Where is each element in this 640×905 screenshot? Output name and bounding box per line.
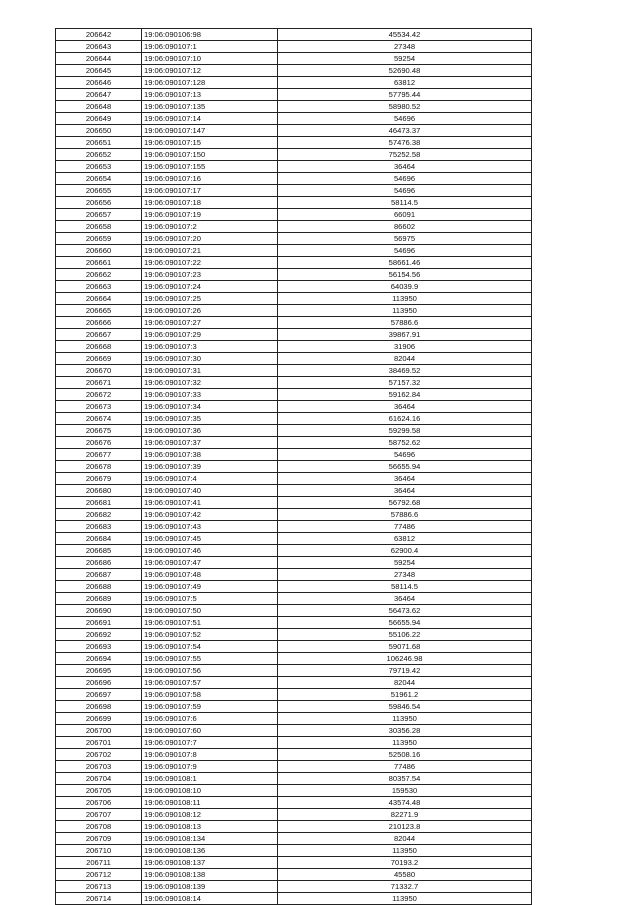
table-row [56, 893, 532, 905]
cadastral-number-cell: 19:06:090107:37 [142, 437, 278, 449]
value-cell: 54696 [278, 185, 532, 197]
row-number-cell: 206695 [56, 665, 142, 677]
value-cell: 58752.62 [278, 437, 532, 449]
cadastral-number-cell: 19:06:090107:29 [142, 329, 278, 341]
table-row [56, 89, 532, 101]
cadastral-number-cell: 19:06:090107:59 [142, 701, 278, 713]
table-row [56, 797, 532, 809]
row-number-cell: 206653 [56, 161, 142, 173]
row-number-cell: 206671 [56, 377, 142, 389]
row-number-cell: 206667 [56, 329, 142, 341]
cadastral-number-cell: 19:06:090107:135 [142, 101, 278, 113]
row-number-cell: 206707 [56, 809, 142, 821]
cadastral-number-cell: 19:06:090107:147 [142, 125, 278, 137]
cadastral-number-cell: 19:06:090107:16 [142, 173, 278, 185]
cadastral-number-cell: 19:06:090107:49 [142, 581, 278, 593]
cadastral-number-cell: 19:06:090107:10 [142, 53, 278, 65]
cadastral-number-cell: 19:06:090107:26 [142, 305, 278, 317]
value-cell: 59846.54 [278, 701, 532, 713]
value-cell: 106246.98 [278, 653, 532, 665]
row-number-cell: 206657 [56, 209, 142, 221]
value-cell: 59162.84 [278, 389, 532, 401]
table-row [56, 473, 532, 485]
cadastral-number-cell: 19:06:090107:6 [142, 713, 278, 725]
value-cell: 31906 [278, 341, 532, 353]
value-cell: 80357.54 [278, 773, 532, 785]
cadastral-number-cell: 19:06:090107:8 [142, 749, 278, 761]
value-cell: 82044 [278, 833, 532, 845]
value-cell: 57476.38 [278, 137, 532, 149]
value-cell: 58980.52 [278, 101, 532, 113]
row-number-cell: 206712 [56, 869, 142, 881]
row-number-cell: 206647 [56, 89, 142, 101]
cadastral-number-cell: 19:06:090107:24 [142, 281, 278, 293]
cadastral-number-cell: 19:06:090107:47 [142, 557, 278, 569]
table-row [56, 809, 532, 821]
cadastral-number-cell: 19:06:090106:98 [142, 29, 278, 41]
value-cell: 210123.8 [278, 821, 532, 833]
row-number-cell: 206679 [56, 473, 142, 485]
value-cell: 113950 [278, 305, 532, 317]
cadastral-number-cell: 19:06:090107:45 [142, 533, 278, 545]
table-row [56, 845, 532, 857]
row-number-cell: 206692 [56, 629, 142, 641]
cadastral-number-cell: 19:06:090107:25 [142, 293, 278, 305]
row-number-cell: 206696 [56, 677, 142, 689]
value-cell: 54696 [278, 113, 532, 125]
value-cell: 36464 [278, 161, 532, 173]
cadastral-number-cell: 19:06:090108:14 [142, 893, 278, 905]
value-cell: 43574.48 [278, 797, 532, 809]
table-body [56, 29, 532, 905]
row-number-cell: 206690 [56, 605, 142, 617]
table-row [56, 233, 532, 245]
cadastral-number-cell: 19:06:090108:138 [142, 869, 278, 881]
value-cell: 57886.6 [278, 509, 532, 521]
cadastral-number-cell: 19:06:090107:21 [142, 245, 278, 257]
row-number-cell: 206663 [56, 281, 142, 293]
table-row [56, 353, 532, 365]
cadastral-number-cell: 19:06:090107:23 [142, 269, 278, 281]
row-number-cell: 206658 [56, 221, 142, 233]
table-row [56, 341, 532, 353]
value-cell: 36464 [278, 485, 532, 497]
value-cell: 63812 [278, 533, 532, 545]
table-row [56, 737, 532, 749]
value-cell: 51961.2 [278, 689, 532, 701]
cadastral-number-cell: 19:06:090107:39 [142, 461, 278, 473]
value-cell: 57157.32 [278, 377, 532, 389]
cadastral-number-cell: 19:06:090107:51 [142, 617, 278, 629]
row-number-cell: 206665 [56, 305, 142, 317]
cadastral-number-cell: 19:06:090107:12 [142, 65, 278, 77]
value-cell: 113950 [278, 293, 532, 305]
table-row [56, 365, 532, 377]
row-number-cell: 206677 [56, 449, 142, 461]
table-row [56, 725, 532, 737]
row-number-cell: 206654 [56, 173, 142, 185]
row-number-cell: 206668 [56, 341, 142, 353]
row-number-cell: 206701 [56, 737, 142, 749]
cadastral-number-cell: 19:06:090107:31 [142, 365, 278, 377]
row-number-cell: 206680 [56, 485, 142, 497]
table-row [56, 785, 532, 797]
cadastral-number-cell: 19:06:090107:27 [142, 317, 278, 329]
row-number-cell: 206693 [56, 641, 142, 653]
value-cell: 38469.52 [278, 365, 532, 377]
cadastral-number-cell: 19:06:090107:50 [142, 605, 278, 617]
table-row [56, 521, 532, 533]
table-row [56, 617, 532, 629]
cadastral-number-cell: 19:06:090107:34 [142, 401, 278, 413]
cadastral-number-cell: 19:06:090107:2 [142, 221, 278, 233]
value-cell: 57795.44 [278, 89, 532, 101]
table-row [56, 701, 532, 713]
cadastral-number-cell: 19:06:090107:55 [142, 653, 278, 665]
row-number-cell: 206700 [56, 725, 142, 737]
table-row [56, 869, 532, 881]
row-number-cell: 206709 [56, 833, 142, 845]
table-row [56, 425, 532, 437]
table-row [56, 581, 532, 593]
cadastral-number-cell: 19:06:090107:15 [142, 137, 278, 149]
value-cell: 54696 [278, 173, 532, 185]
row-number-cell: 206649 [56, 113, 142, 125]
value-cell: 82044 [278, 677, 532, 689]
cadastral-number-cell: 19:06:090108:11 [142, 797, 278, 809]
value-cell: 59254 [278, 53, 532, 65]
value-cell: 56655.94 [278, 461, 532, 473]
table-row [56, 317, 532, 329]
row-number-cell: 206706 [56, 797, 142, 809]
row-number-cell: 206645 [56, 65, 142, 77]
value-cell: 77486 [278, 761, 532, 773]
value-cell: 55106.22 [278, 629, 532, 641]
table-row [56, 545, 532, 557]
cadastral-number-cell: 19:06:090107:48 [142, 569, 278, 581]
value-cell: 66091 [278, 209, 532, 221]
value-cell: 36464 [278, 401, 532, 413]
row-number-cell: 206643 [56, 41, 142, 53]
cadastral-number-cell: 19:06:090107:4 [142, 473, 278, 485]
cadastral-number-cell: 19:06:090107:54 [142, 641, 278, 653]
cadastral-number-cell: 19:06:090107:128 [142, 77, 278, 89]
value-cell: 59254 [278, 557, 532, 569]
row-number-cell: 206703 [56, 761, 142, 773]
row-number-cell: 206648 [56, 101, 142, 113]
row-number-cell: 206688 [56, 581, 142, 593]
table-row [56, 449, 532, 461]
value-cell: 27348 [278, 569, 532, 581]
cadastral-number-cell: 19:06:090107:46 [142, 545, 278, 557]
value-cell: 77486 [278, 521, 532, 533]
row-number-cell: 206666 [56, 317, 142, 329]
value-cell: 39867.91 [278, 329, 532, 341]
cadastral-number-cell: 19:06:090107:13 [142, 89, 278, 101]
value-cell: 75252.58 [278, 149, 532, 161]
row-number-cell: 206655 [56, 185, 142, 197]
cadastral-number-cell: 19:06:090107:43 [142, 521, 278, 533]
table-row [56, 641, 532, 653]
table-row [56, 389, 532, 401]
cadastral-number-cell: 19:06:090108:13 [142, 821, 278, 833]
table-row [56, 401, 532, 413]
table-row [56, 761, 532, 773]
value-cell: 45580 [278, 869, 532, 881]
table-row [56, 377, 532, 389]
table-row [56, 557, 532, 569]
row-number-cell: 206699 [56, 713, 142, 725]
row-number-cell: 206702 [56, 749, 142, 761]
table-row [56, 593, 532, 605]
table-row [56, 509, 532, 521]
row-number-cell: 206687 [56, 569, 142, 581]
value-cell: 70193.2 [278, 857, 532, 869]
value-cell: 113950 [278, 737, 532, 749]
table-row [56, 125, 532, 137]
value-cell: 27348 [278, 41, 532, 53]
table-row [56, 185, 532, 197]
cadastral-number-cell: 19:06:090107:17 [142, 185, 278, 197]
row-number-cell: 206713 [56, 881, 142, 893]
cadastral-number-cell: 19:06:090108:137 [142, 857, 278, 869]
table-row [56, 857, 532, 869]
value-cell: 57886.6 [278, 317, 532, 329]
cadastral-number-cell: 19:06:090108:139 [142, 881, 278, 893]
table-row [56, 497, 532, 509]
row-number-cell: 206673 [56, 401, 142, 413]
data-table [55, 28, 532, 905]
cadastral-number-cell: 19:06:090107:7 [142, 737, 278, 749]
table-row [56, 281, 532, 293]
table-row [56, 245, 532, 257]
row-number-cell: 206711 [56, 857, 142, 869]
table-row [56, 629, 532, 641]
table-row [56, 881, 532, 893]
value-cell: 45534.42 [278, 29, 532, 41]
row-number-cell: 206670 [56, 365, 142, 377]
table-row [56, 437, 532, 449]
value-cell: 58114.5 [278, 581, 532, 593]
cadastral-number-cell: 19:06:090107:41 [142, 497, 278, 509]
value-cell: 46473.37 [278, 125, 532, 137]
row-number-cell: 206651 [56, 137, 142, 149]
cadastral-number-cell: 19:06:090107:40 [142, 485, 278, 497]
table-row [56, 533, 532, 545]
row-number-cell: 206672 [56, 389, 142, 401]
table-row [56, 137, 532, 149]
table-row [56, 221, 532, 233]
table-row [56, 833, 532, 845]
table-row [56, 29, 532, 41]
table-row [56, 305, 532, 317]
row-number-cell: 206708 [56, 821, 142, 833]
row-number-cell: 206705 [56, 785, 142, 797]
value-cell: 52690.48 [278, 65, 532, 77]
cadastral-number-cell: 19:06:090107:32 [142, 377, 278, 389]
row-number-cell: 206714 [56, 893, 142, 905]
row-number-cell: 206710 [56, 845, 142, 857]
table-row [56, 677, 532, 689]
cadastral-number-cell: 19:06:090107:52 [142, 629, 278, 641]
table-row [56, 413, 532, 425]
value-cell: 30356.28 [278, 725, 532, 737]
table-row [56, 209, 532, 221]
value-cell: 56154.56 [278, 269, 532, 281]
table-row [56, 41, 532, 53]
row-number-cell: 206662 [56, 269, 142, 281]
cadastral-number-cell: 19:06:090107:36 [142, 425, 278, 437]
value-cell: 63812 [278, 77, 532, 89]
table-row [56, 257, 532, 269]
value-cell: 62900.4 [278, 545, 532, 557]
table-row [56, 569, 532, 581]
cadastral-number-cell: 19:06:090107:58 [142, 689, 278, 701]
value-cell: 56473.62 [278, 605, 532, 617]
cadastral-number-cell: 19:06:090108:136 [142, 845, 278, 857]
row-number-cell: 206646 [56, 77, 142, 89]
table-row [56, 77, 532, 89]
table-row [56, 689, 532, 701]
row-number-cell: 206664 [56, 293, 142, 305]
row-number-cell: 206644 [56, 53, 142, 65]
value-cell: 79719.42 [278, 665, 532, 677]
row-number-cell: 206650 [56, 125, 142, 137]
row-number-cell: 206684 [56, 533, 142, 545]
cadastral-number-cell: 19:06:090107:33 [142, 389, 278, 401]
row-number-cell: 206676 [56, 437, 142, 449]
table-row [56, 65, 532, 77]
table-row [56, 113, 532, 125]
value-cell: 56975 [278, 233, 532, 245]
cadastral-number-cell: 19:06:090107:22 [142, 257, 278, 269]
value-cell: 56792.68 [278, 497, 532, 509]
cadastral-number-cell: 19:06:090108:1 [142, 773, 278, 785]
row-number-cell: 206704 [56, 773, 142, 785]
table-row [56, 269, 532, 281]
value-cell: 159530 [278, 785, 532, 797]
value-cell: 82271.9 [278, 809, 532, 821]
table-row [56, 653, 532, 665]
table-row [56, 329, 532, 341]
value-cell: 56655.94 [278, 617, 532, 629]
cadastral-number-cell: 19:06:090108:12 [142, 809, 278, 821]
row-number-cell: 206656 [56, 197, 142, 209]
row-number-cell: 206685 [56, 545, 142, 557]
table-row [56, 173, 532, 185]
table-row [56, 53, 532, 65]
cadastral-number-cell: 19:06:090107:150 [142, 149, 278, 161]
cadastral-number-cell: 19:06:090107:56 [142, 665, 278, 677]
cadastral-number-cell: 19:06:090107:9 [142, 761, 278, 773]
row-number-cell: 206683 [56, 521, 142, 533]
row-number-cell: 206660 [56, 245, 142, 257]
table-row [56, 713, 532, 725]
cadastral-number-cell: 19:06:090107:30 [142, 353, 278, 365]
value-cell: 36464 [278, 473, 532, 485]
table-row [56, 749, 532, 761]
table-row [56, 461, 532, 473]
value-cell: 113950 [278, 845, 532, 857]
cadastral-number-cell: 19:06:090107:14 [142, 113, 278, 125]
cadastral-number-cell: 19:06:090108:134 [142, 833, 278, 845]
row-number-cell: 206675 [56, 425, 142, 437]
table-row [56, 605, 532, 617]
value-cell: 58114.5 [278, 197, 532, 209]
cadastral-number-cell: 19:06:090107:57 [142, 677, 278, 689]
table-row [56, 773, 532, 785]
table-row [56, 821, 532, 833]
row-number-cell: 206642 [56, 29, 142, 41]
cadastral-number-cell: 19:06:090108:10 [142, 785, 278, 797]
cadastral-number-cell: 19:06:090107:60 [142, 725, 278, 737]
row-number-cell: 206691 [56, 617, 142, 629]
table-row [56, 149, 532, 161]
row-number-cell: 206681 [56, 497, 142, 509]
value-cell: 52508.16 [278, 749, 532, 761]
cadastral-number-cell: 19:06:090107:42 [142, 509, 278, 521]
value-cell: 54696 [278, 449, 532, 461]
value-cell: 64039.9 [278, 281, 532, 293]
value-cell: 86602 [278, 221, 532, 233]
cadastral-number-cell: 19:06:090107:38 [142, 449, 278, 461]
cadastral-number-cell: 19:06:090107:1 [142, 41, 278, 53]
table-row [56, 485, 532, 497]
row-number-cell: 206659 [56, 233, 142, 245]
row-number-cell: 206694 [56, 653, 142, 665]
row-number-cell: 206682 [56, 509, 142, 521]
value-cell: 71332.7 [278, 881, 532, 893]
table-row [56, 293, 532, 305]
value-cell: 36464 [278, 593, 532, 605]
cadastral-number-cell: 19:06:090107:5 [142, 593, 278, 605]
row-number-cell: 206652 [56, 149, 142, 161]
row-number-cell: 206669 [56, 353, 142, 365]
table-row [56, 197, 532, 209]
value-cell: 54696 [278, 245, 532, 257]
value-cell: 113950 [278, 713, 532, 725]
row-number-cell: 206686 [56, 557, 142, 569]
value-cell: 61624.16 [278, 413, 532, 425]
value-cell: 59299.58 [278, 425, 532, 437]
row-number-cell: 206698 [56, 701, 142, 713]
row-number-cell: 206661 [56, 257, 142, 269]
table-row [56, 665, 532, 677]
row-number-cell: 206697 [56, 689, 142, 701]
cadastral-number-cell: 19:06:090107:3 [142, 341, 278, 353]
cadastral-number-cell: 19:06:090107:19 [142, 209, 278, 221]
row-number-cell: 206689 [56, 593, 142, 605]
cadastral-number-cell: 19:06:090107:35 [142, 413, 278, 425]
table-row [56, 101, 532, 113]
row-number-cell: 206674 [56, 413, 142, 425]
value-cell: 113950 [278, 893, 532, 905]
row-number-cell: 206678 [56, 461, 142, 473]
value-cell: 82044 [278, 353, 532, 365]
cadastral-number-cell: 19:06:090107:155 [142, 161, 278, 173]
cadastral-number-cell: 19:06:090107:20 [142, 233, 278, 245]
value-cell: 58661.46 [278, 257, 532, 269]
cadastral-number-cell: 19:06:090107:18 [142, 197, 278, 209]
value-cell: 59071.68 [278, 641, 532, 653]
table-row [56, 161, 532, 173]
